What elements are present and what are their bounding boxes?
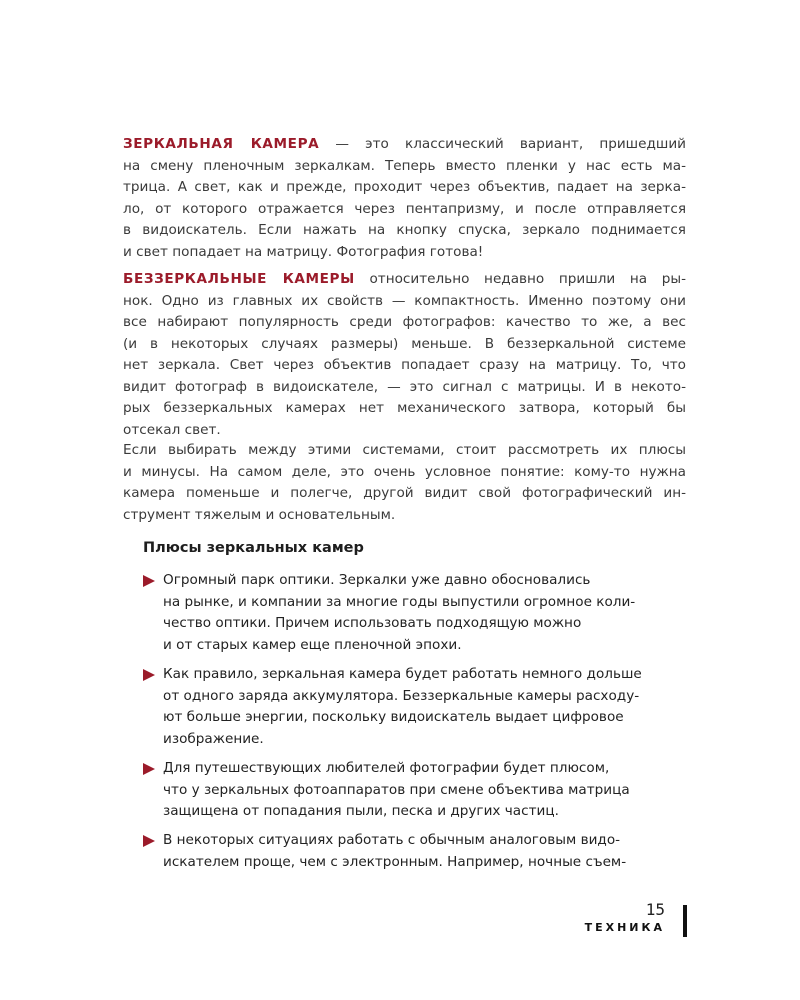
text-line: все набирают популярность среди фотографов: качество то же, а вес [123, 314, 686, 330]
text-line: что у зеркальных фотоаппаратов при смене объектива матрица [163, 781, 630, 798]
paragraph-slr [123, 134, 686, 263]
page-number: 15 [645, 900, 665, 919]
text-line: чество оптики. Причем использовать подходящую можно [163, 615, 582, 632]
text-line: ло, от которого отражается через пентапризму, и после отправляется [123, 200, 686, 217]
text-line: отсекал свет. [123, 421, 221, 438]
text-line: изображение. [163, 731, 264, 748]
paragraph-comparison [123, 440, 686, 526]
text-line: искателем проще, чем с электронным. Например, ночные съем- [163, 853, 627, 870]
triangle-bullet-icon [143, 763, 155, 775]
text-line: Огромный парк оптики. Зеркалки уже давно обосновались [163, 572, 591, 588]
text-line: видит фотограф в видоискателе, — это сигнал с матрицы. И в некото- [123, 378, 686, 395]
list-item [143, 664, 686, 751]
paragraph-mirrorless [123, 269, 686, 441]
text-line: нок. Одно из главных их свойств — компактность. Именно поэтому они [123, 292, 686, 309]
list-heading: Плюсы зеркальных камер [143, 540, 364, 556]
text-line: защищена от попадания пыли, песка и других частиц. [163, 803, 559, 820]
text-line: в видоискатель. Если нажать на кнопку спуска, зеркало поднимается [123, 222, 686, 238]
list-item [143, 830, 686, 873]
triangle-bullet-icon [143, 835, 155, 847]
text-line: трица. А свет, как и прежде, проходит через объектив, падает на зерка- [123, 179, 686, 195]
triangle-bullet-icon [143, 575, 155, 587]
text-line: и свет попадает на матрицу. Фотография готова! [123, 243, 484, 260]
text-line: и от старых камер еще пленочной эпохи. [163, 637, 462, 654]
text-line: на смену пленочным зеркалкам. Теперь вместо пленки у нас есть ма- [123, 157, 686, 174]
text-line: нет зеркала. Свет через объектив попадает сразу на матрицу. То, что [123, 357, 686, 373]
text-fragment: — это классический вариант, пришедший [319, 136, 686, 152]
text-line: камера поменьше и полегче, другой видит свой фотографический ин- [123, 485, 686, 501]
text-fragment: относительно недавно пришли на ры- [354, 271, 687, 287]
text-line [123, 134, 686, 156]
text-line [123, 269, 686, 291]
list-item [143, 758, 686, 823]
text-line: Как правило, зеркальная камера будет работать немного дольше [163, 666, 642, 682]
text-line: от одного заряда аккумулятора. Беззеркальные камеры расходу- [163, 687, 640, 704]
term-mirrorless: БЕЗЗЕРКАЛЬНЫЕ КАМЕРЫ [123, 271, 355, 287]
text-line: и минусы. На самом деле, это очень условное понятие: кому-то нужна [123, 463, 686, 480]
footer-divider [683, 905, 687, 937]
text-line: Если выбирать между этими системами, стоит рассмотреть их плюсы [123, 442, 686, 458]
text-line: рых беззеркальных камерах нет механического затвора, который бы [123, 400, 686, 416]
term-slr: ЗЕРКАЛЬНАЯ КАМЕРА [123, 136, 320, 152]
text-line: на рынке, и компании за многие годы выпустили огромное коли- [163, 593, 636, 610]
list-item [143, 570, 686, 657]
text-line: В некоторых ситуациях работать с обычным аналоговым видо- [163, 832, 621, 848]
text-line: струмент тяжелым и основательным. [123, 506, 396, 523]
triangle-bullet-icon [143, 669, 155, 681]
text-line: Для путешествующих любителей фотографии будет плюсом, [163, 760, 610, 776]
text-line: (и в некоторых случаях размеры) меньше. В беззеркальной системе [123, 335, 686, 352]
section-name: ТЕХНИКА [584, 921, 665, 934]
text-line: ют больше энергии, поскольку видоискатель выдает цифровое [163, 709, 624, 726]
